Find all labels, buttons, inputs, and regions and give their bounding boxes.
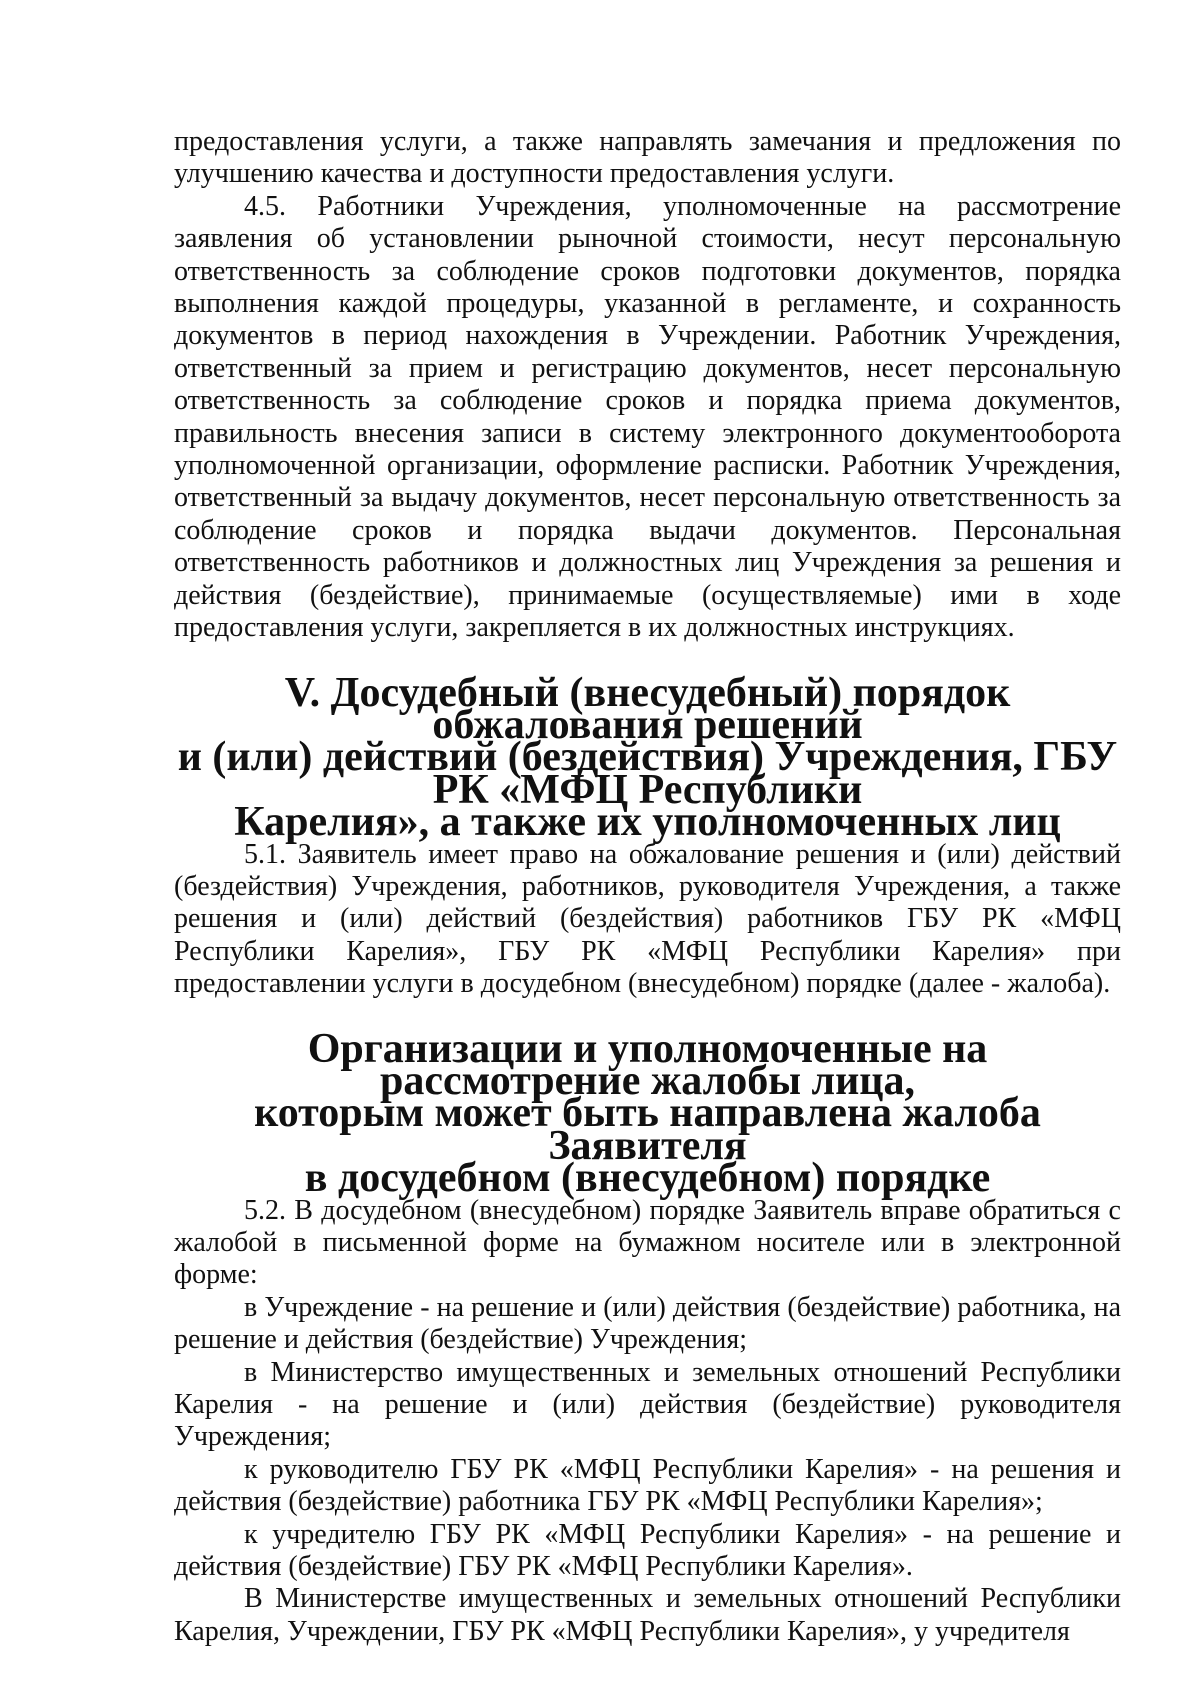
organizations-heading-line: в досудебном (внесудебном) порядке xyxy=(304,1155,991,1202)
list-item-institution: в Учреждение - на решение и (или) действия (бездействие) работника, на решение и действия (бездействие) Учреждения; xyxy=(174,1291,1121,1356)
paragraph-continuation: предоставления услуги, а также направлять замечания и предложения по улучшению качества и доступности предоставления услуги. xyxy=(174,126,1121,190)
paragraph-4-5: 4.5. Работники Учреждения, уполномоченные на рассмотрение заявления об установлении рыночной стоимости, несут персональную ответственность за соблюдение сроков подготовки документов, порядка выполнения каждой процедуры, указанной в регламенте, и сохранность документов в период нахождения в Учреждении. Работник Учреждения, ответственный за прием и регистрацию документов, несет персональную ответственность за соблюдение сроков и порядка приема документов, правильность внесения записи в систему электронного документооборота уполномоченной организации, оформление расписки. Работник Учреждения, ответственный за выдачу документов, несет персональную ответственность за соблюдение сроков и порядка выдачи документов. Персональная ответственность работников и должностных лиц Учреждения за решения и действия (бездействие), принимаемые (осуществляемые) ими в ходе предоставления услуги, закрепляется в их должностных инструкциях. xyxy=(174,190,1121,644)
list-item-ministry: в Министерство имущественных и земельных отношений Республики Карелия - на решение и (или) действия (бездействие) руководителя Учреждения; xyxy=(174,1356,1121,1453)
paragraph-5-2: 5.2. В досудебном (внесудебном) порядке Заявитель вправе обратиться с жалобой в письменной форме на бумажном носителе или в электронной форме: xyxy=(174,1194,1121,1291)
organizations-heading-line: которым может быть направлена жалоба Заявителя xyxy=(254,1090,1041,1169)
list-item-mfc-founder: к учредителю ГБУ РК «МФЦ Республики Карелия» - на решение и действия (бездействие) ГБУ РК «МФЦ Республики Карелия». xyxy=(174,1518,1121,1583)
organizations-heading-line: Организации и уполномоченные на рассмотрение жалобы лица, xyxy=(307,1025,988,1104)
paragraph-continues: В Министерстве имущественных и земельных отношений Республики Карелия, Учреждении, ГБУ РК «МФЦ Республики Карелия», у учредителя xyxy=(174,1583,1121,1647)
section-5-heading-line: и (или) действий (бездействия) Учреждения, ГБУ РК «МФЦ Республики xyxy=(177,734,1118,813)
section-5-heading-line: Карелия», а также их уполномоченных лиц xyxy=(234,799,1061,846)
paragraph-5-1: 5.1. Заявитель имеет право на обжалование решения и (или) действий (бездействия) Учреждения, работников, руководителя Учреждения, а также решения и (или) действий (бездействия) работников ГБУ РК «МФЦ Республики Карелия», ГБУ РК «МФЦ Республики Карелия» при предоставлении услуги в досудебном (внесудебном) порядке (далее - жалоба). xyxy=(174,838,1121,1000)
organizations-heading xyxy=(174,1025,1121,1202)
document-page xyxy=(174,126,1121,1648)
list-item-mfc-head: к руководителю ГБУ РК «МФЦ Республики Карелия» - на решения и действия (бездействие) работника ГБУ РК «МФЦ Республики Карелия»; xyxy=(174,1453,1121,1518)
section-5-heading xyxy=(174,669,1121,846)
section-5-heading-line: V. Досудебный (внесудебный) порядок обжалования решений xyxy=(284,669,1011,748)
